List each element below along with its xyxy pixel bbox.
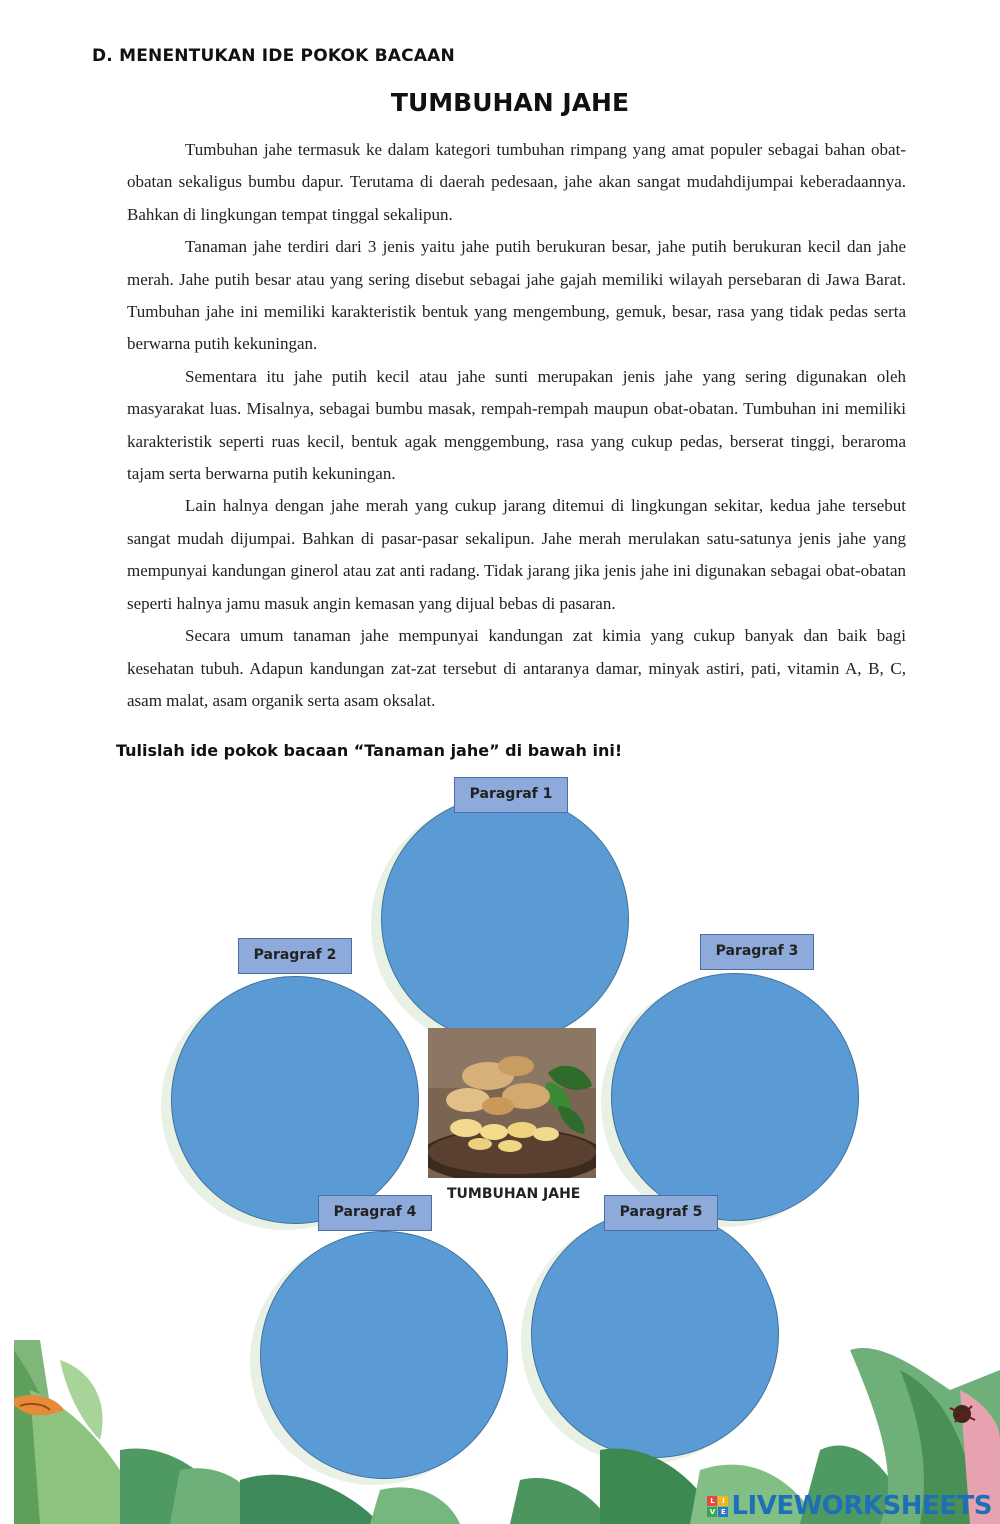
center-caption: TUMBUHAN JAHE <box>447 1186 581 1202</box>
label-paragraf-5: Paragraf 5 <box>604 1195 718 1231</box>
section-heading: D. MENENTUKAN IDE POKOK BACAAN <box>92 46 455 66</box>
reading-text <box>127 134 906 717</box>
brand-icon-letter: I <box>718 1496 728 1506</box>
brand-icon-letter: V <box>707 1507 717 1517</box>
instruction-text: Tulislah ide pokok bacaan “Tanaman jahe” di bawah ini! <box>116 741 623 760</box>
label-paragraf-3: Paragraf 3 <box>700 934 814 970</box>
ginger-illustration <box>428 1028 596 1178</box>
paragraph-1: Tumbuhan jahe termasuk ke dalam kategori tumbuhan rimpang yang amat populer sebagai bahan obat-obatan sekaligus bumbu dapur. Terutama di daerah pedesaan, jahe akan sangat mudahdijumpai keberadaannya. Bahkan di lingkungan tempat tinggal sekalipun. <box>127 140 906 224</box>
brand-icon-letter: E <box>718 1507 728 1517</box>
ginger-photo <box>428 1028 596 1178</box>
answer-circle-paragraf-1[interactable] <box>381 795 629 1043</box>
paragraph-5: Secara umum tanaman jahe mempunyai kandungan zat kimia yang cukup banyak dan baik bagi kesehatan tubuh. Adapun kandungan zat-zat tersebut di antaranya damar, minyak astiri, pati, vitamin A, B, C, asam malat, asam organik serta asam oksalat. <box>127 626 906 710</box>
label-paragraf-4: Paragraf 4 <box>318 1195 432 1231</box>
liveworksheets-icon <box>707 1496 728 1517</box>
paragraph-3: Sementara itu jahe putih kecil atau jahe sunti merupakan jenis jahe yang sering digunakan oleh masyarakat luas. Misalnya, sebagai bumbu masak, rempah-rempah maupun obat-obatan. Tumbuhan ini memiliki karakteristik seperti ruas kecil, bentuk agak menggembung, rasa yang cukup pedas, berserat tinggi, beraroma tajam serta berwarna putih kekuningan. <box>127 366 906 484</box>
brand-icon-letter: L <box>707 1496 717 1506</box>
paragraph-2: Tanaman jahe terdiri dari 3 jenis yaitu jahe putih berukuran besar, jahe putih berukuran kecil dan jahe merah. Jahe putih besar atau yang sering disebut sebagai jahe gajah memiliki wilayah persebaran di Jawa Barat. Tumbuhan jahe ini memiliki karakteristik bentuk yang mengembung, gemuk, besar, rasa yang tidak pedas serta berwarna putih kekuningan. <box>127 237 906 354</box>
liveworksheets-logo <box>707 1488 992 1524</box>
answer-circle-paragraf-2[interactable] <box>171 976 419 1224</box>
paragraph-4: Lain halnya dengan jahe merah yang cukup jarang ditemui di lingkungan sekitar, kedua jahe tersebut sangat mudah dijumpai. Bahkan di pasar-pasar sekalipun. Jahe merah merulakan satu-satunya jenis jahe yang mempunyai kandungan ginerol atau zat anti radang. Tidak jarang jika jenis jahe ini digunakan sebagai obat-obatan seperti halnya jamu masuk angin kemasan yang dijual bebas di pasaran. <box>127 496 906 613</box>
answer-circle-paragraf-3[interactable] <box>611 973 859 1221</box>
document-title: TUMBUHAN JAHE <box>390 88 630 117</box>
label-paragraf-2: Paragraf 2 <box>238 938 352 974</box>
brand-name: LIVEWORKSHEETS <box>731 1491 992 1521</box>
label-paragraf-1: Paragraf 1 <box>454 777 568 813</box>
